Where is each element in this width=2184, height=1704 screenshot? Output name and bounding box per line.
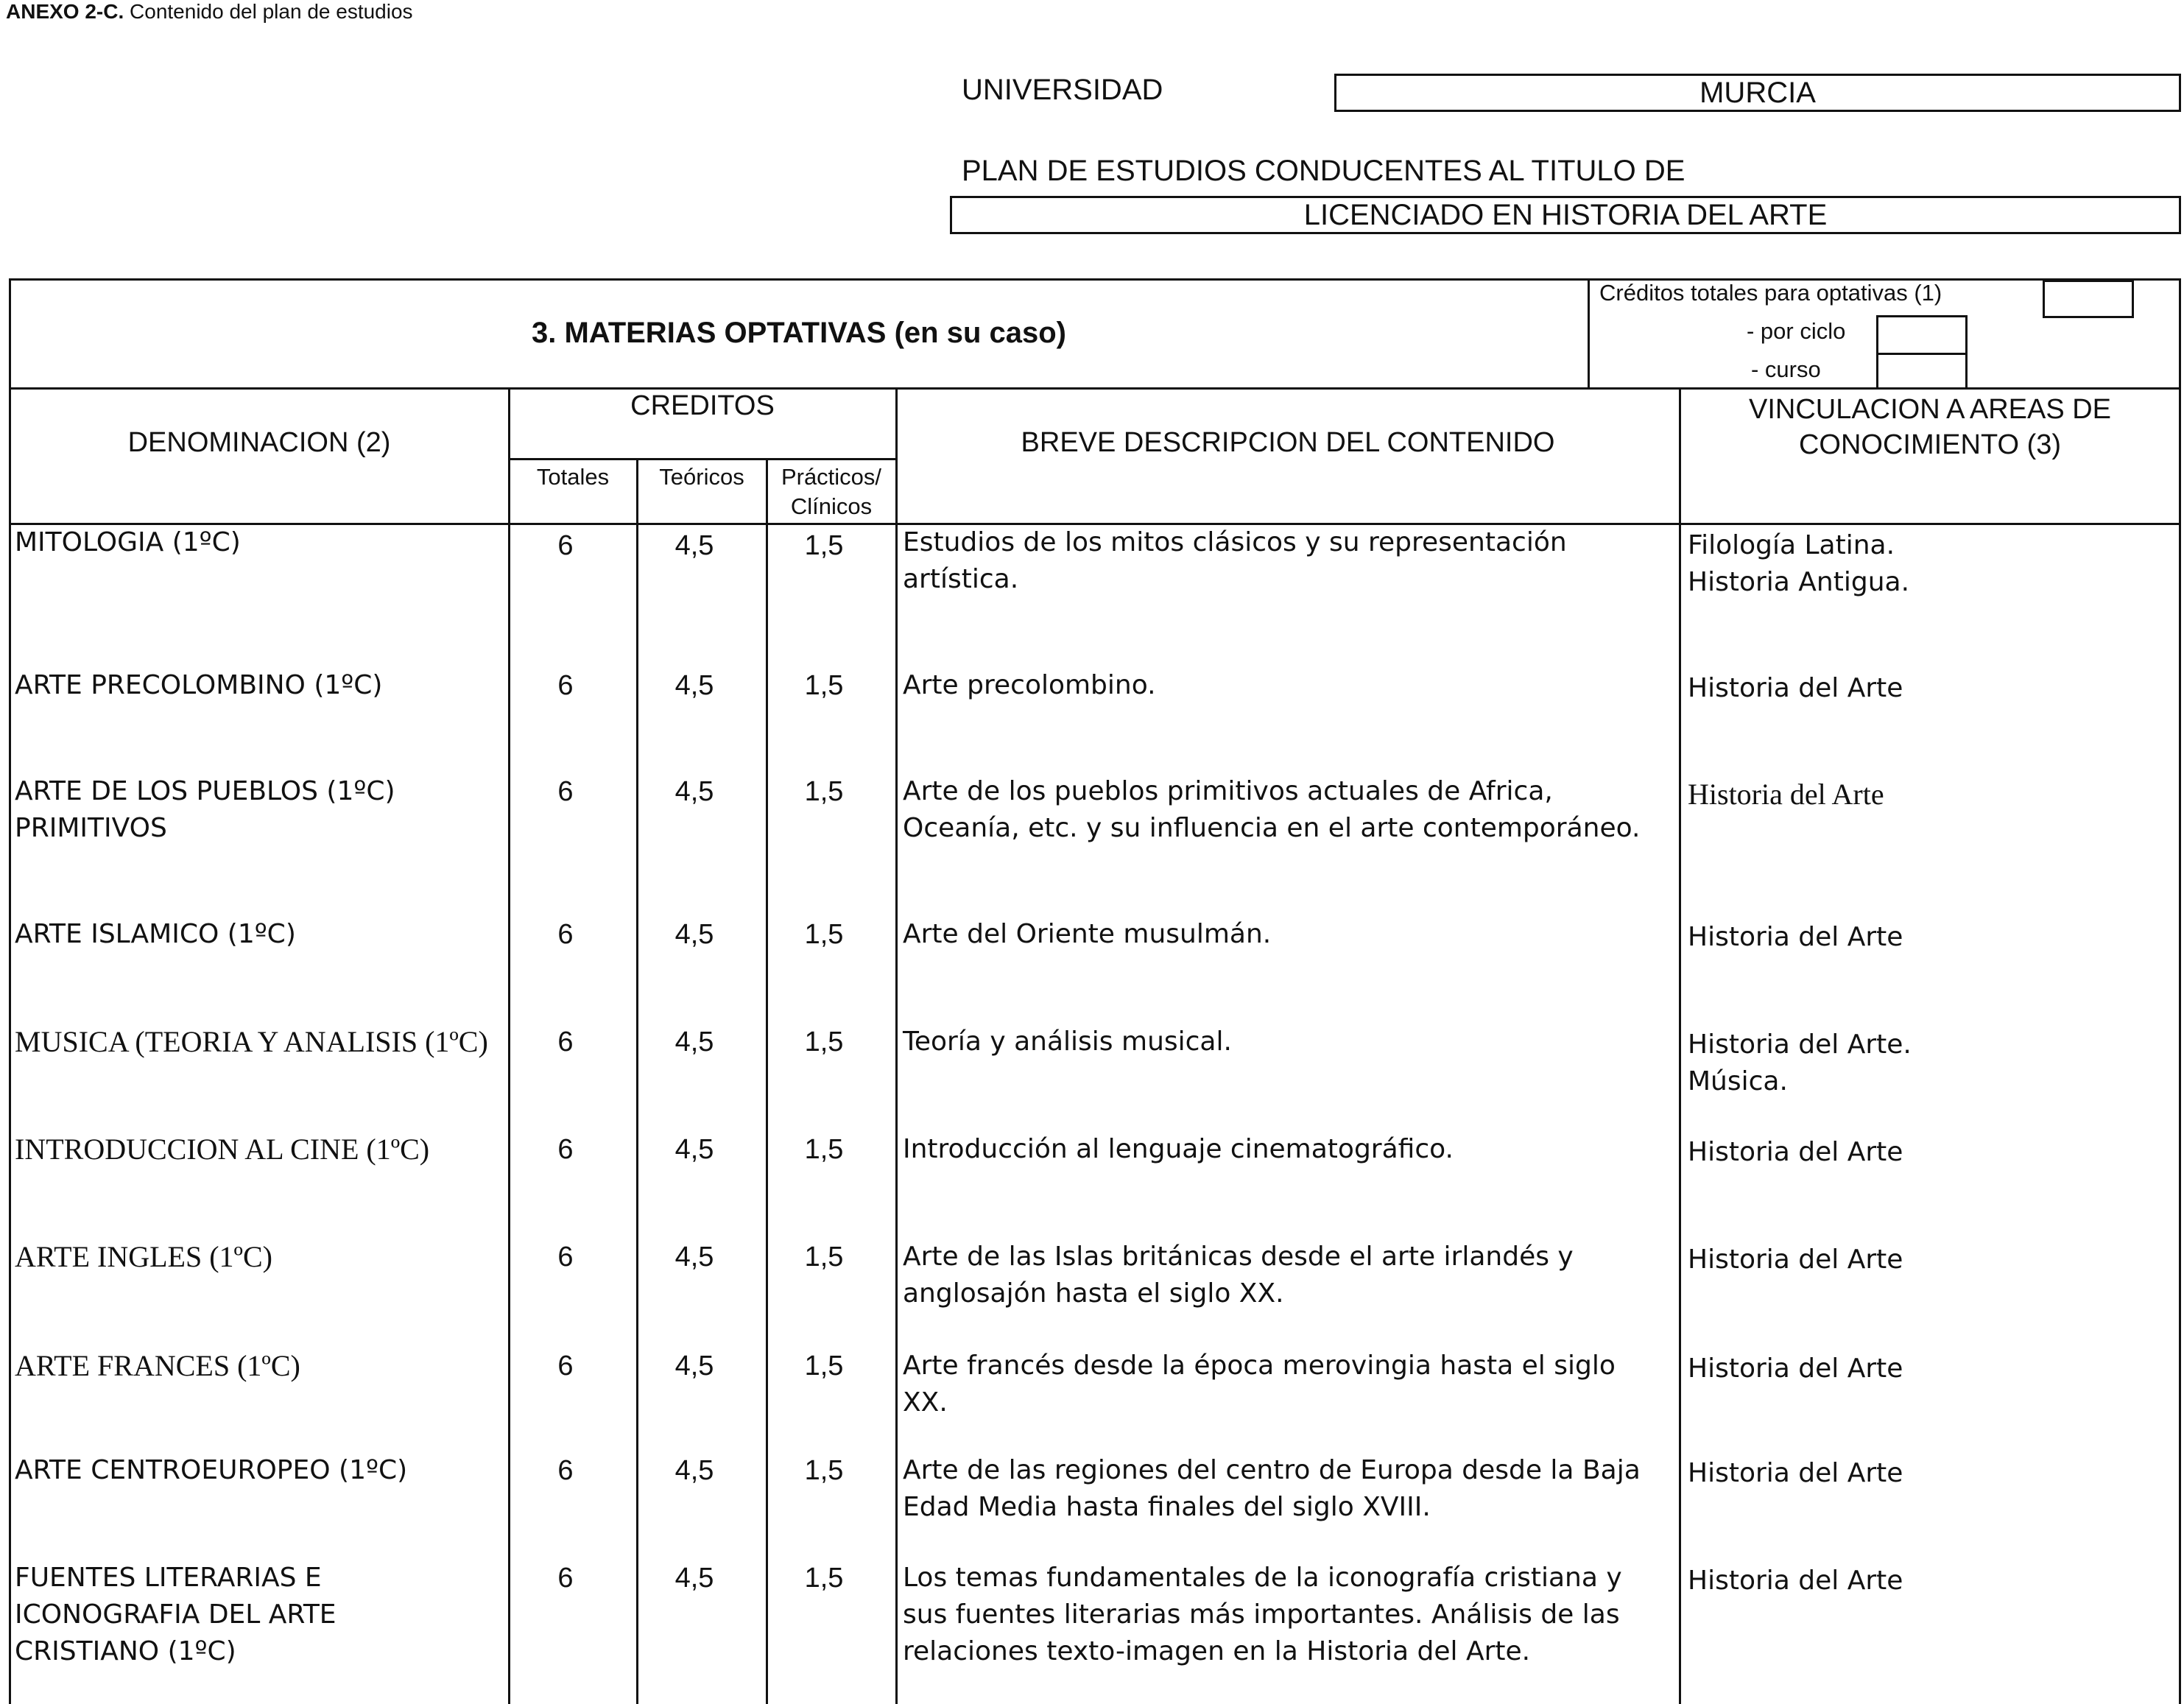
denominacion-text: ARTE DE LOS PUEBLOS (1ºC) [15, 776, 395, 806]
section-title: 3. MATERIAS OPTATIVAS (en su caso) [531, 317, 1066, 349]
descripcion-cell [903, 1131, 1673, 1168]
descripcion-text: Teoría y análisis musical. [903, 1027, 1232, 1057]
creditos-teoricos-cell: 4,5 [674, 919, 714, 950]
descripcion-text: Arte francés desde la época merovingia hasta el siglo [903, 1351, 1616, 1381]
titulo-field [950, 196, 2181, 234]
section-divider [9, 387, 2181, 390]
creditos-totales-cell: 6 [557, 1455, 574, 1486]
curso-label: - curso [1751, 356, 1821, 382]
creditos-practicos-cell: 1,5 [804, 1563, 844, 1594]
descripcion-cell [903, 1348, 1673, 1421]
descripcion-cell [903, 1560, 1673, 1670]
col-header-descripcion: BREVE DESCRIPCION DEL CONTENIDO [1021, 427, 1555, 458]
area-text: Filología Latina. [1688, 530, 1895, 560]
denominacion-text: PRIMITIVOS [15, 813, 167, 843]
denominacion-text: FUENTES LITERARIAS E [15, 1563, 322, 1593]
col-header-totales: Totales [536, 464, 610, 490]
annex-text: Contenido del plan de estudios [124, 0, 413, 23]
denominacion-cell [15, 1560, 505, 1670]
descripcion-cell [903, 916, 1673, 953]
creditos-teoricos-cell: 4,5 [674, 1351, 714, 1381]
creditos-practicos-cell: 1,5 [804, 776, 844, 807]
col-header-vinculacion-line1: VINCULACION A AREAS DE [1748, 394, 2112, 425]
area-text: Historia del Arte [1688, 1244, 1903, 1275]
col-header-vinculacion [1679, 392, 2181, 462]
denominacion-text: ARTE CENTROEUROPEO (1ºC) [15, 1455, 408, 1485]
creditos-totales-cell: 6 [557, 670, 574, 701]
denominacion-cell [15, 1348, 505, 1384]
creditos-practicos-cell: 1,5 [804, 670, 844, 701]
col-divider-5 [1679, 387, 1681, 1704]
descripcion-cell [903, 773, 1673, 847]
col-divider-4 [895, 387, 898, 1704]
creditos-teoricos-cell: 4,5 [674, 1134, 714, 1165]
creditos-practicos-cell: 1,5 [804, 919, 844, 950]
areas-cell [1688, 1455, 2174, 1492]
plan-label: PLAN DE ESTUDIOS CONDUCENTES AL TITULO DE [962, 155, 1685, 187]
denominacion-text: ARTE ISLAMICO (1ºC) [15, 919, 296, 949]
denominacion-cell [15, 1024, 505, 1060]
descripcion-cell [903, 1452, 1673, 1526]
creditos-totales-cell: 6 [557, 1351, 574, 1381]
denominacion-text: ARTE FRANCES (1ºC) [15, 1349, 300, 1382]
area-text: Historia del Arte [1688, 1353, 1903, 1384]
descripcion-text: artística. [903, 564, 1019, 594]
curso-box [1876, 353, 1968, 390]
denominacion-cell [15, 667, 505, 704]
annex-caption [6, 0, 413, 24]
creditos-teoricos-cell: 4,5 [674, 1027, 714, 1057]
col-header-teoricos: Teóricos [659, 464, 744, 490]
creditos-practicos-cell: 1,5 [804, 1455, 844, 1486]
creditos-totales-cell: 6 [557, 776, 574, 807]
areas-cell [1688, 670, 2174, 707]
denominacion-cell [15, 773, 505, 847]
area-text: Historia del Arte [1688, 1566, 1903, 1596]
denominacion-text: MUSICA (TEORIA Y ANALISIS (1ºC) [15, 1025, 488, 1058]
titulo-value: LICENCIADO EN HISTORIA DEL ARTE [1303, 198, 1828, 231]
areas-cell [1688, 919, 2174, 956]
denominacion-text: ARTE PRECOLOMBINO (1ºC) [15, 670, 383, 700]
descripcion-text: Arte precolombino. [903, 670, 1156, 700]
creditos-totales-box [2043, 280, 2134, 318]
creditos-totales-cell: 6 [557, 530, 574, 561]
areas-cell [1688, 1027, 2174, 1100]
areas-cell [1688, 776, 2174, 813]
col-divider-2 [636, 458, 638, 1704]
descripcion-text: Arte del Oriente musulmán. [903, 919, 1272, 949]
area-text: Historia del Arte [1688, 1137, 1903, 1167]
areas-cell [1688, 1351, 2174, 1387]
descripcion-text: Introducción al lenguaje cinematográfico. [903, 1134, 1454, 1164]
creditos-teoricos-cell: 4,5 [674, 1563, 714, 1594]
denominacion-cell [15, 1131, 505, 1168]
col-header-practicos [766, 462, 897, 521]
descripcion-cell [903, 524, 1673, 598]
denominacion-text: CRISTIANO (1ºC) [15, 1636, 236, 1666]
creditos-subheader-divider [508, 458, 897, 460]
creditos-practicos-cell: 1,5 [804, 1351, 844, 1381]
areas-cell [1688, 1134, 2174, 1171]
creditos-totales-cell: 6 [557, 1242, 574, 1272]
creditos-teoricos-cell: 4,5 [674, 1455, 714, 1486]
creditos-teoricos-cell: 4,5 [674, 776, 714, 807]
descripcion-text: Oceanía, etc. y su influencia en el arte contemporáneo. [903, 813, 1641, 843]
por-ciclo-label: - por ciclo [1747, 318, 1846, 344]
descripcion-text: XX. [903, 1387, 948, 1418]
col-header-practicos-line1: Prácticos/ [781, 464, 882, 490]
descripcion-text: relaciones texto-imagen en la Historia del Arte. [903, 1636, 1531, 1666]
creditos-practicos-cell: 1,5 [804, 1027, 844, 1057]
creditos-totales-cell: 6 [557, 1563, 574, 1594]
descripcion-text: anglosajón hasta el siglo XX. [903, 1278, 1284, 1309]
denominacion-text: ICONOGRAFIA DEL ARTE [15, 1599, 337, 1630]
por-ciclo-box [1876, 315, 1968, 355]
col-header-denominacion: DENOMINACION (2) [127, 427, 391, 458]
creditos-totales-label: Créditos totales para optativas (1) [1599, 280, 1942, 306]
annex-number: ANEXO 2-C. [6, 0, 124, 23]
creditos-practicos-cell: 1,5 [804, 1242, 844, 1272]
col-divider-3 [766, 458, 768, 1704]
col-header-vinculacion-line2: CONOCIMIENTO (3) [1798, 429, 2062, 460]
denominacion-text: INTRODUCCION AL CINE (1ºC) [15, 1133, 430, 1166]
areas-cell [1688, 527, 2174, 601]
descripcion-text: Los temas fundamentales de la iconografía cristiana y [903, 1563, 1622, 1593]
denominacion-cell [15, 1452, 505, 1489]
universidad-value: MURCIA [1699, 76, 1816, 109]
descripcion-cell [903, 1024, 1673, 1060]
col-header-creditos: CREDITOS [630, 390, 775, 421]
descripcion-text: Arte de las Islas británicas desde el arte irlandés y [903, 1242, 1574, 1272]
descripcion-text: Edad Media hasta finales del siglo XVIII. [903, 1492, 1431, 1522]
area-text: Historia del Arte [1688, 1458, 1903, 1488]
areas-cell [1688, 1563, 2174, 1599]
creditos-totales-cell: 6 [557, 919, 574, 950]
creditos-practicos-cell: 1,5 [804, 1134, 844, 1165]
area-text: Música. [1688, 1066, 1788, 1096]
descripcion-cell [903, 1239, 1673, 1312]
area-text: Historia del Arte [1688, 922, 1903, 952]
denominacion-text: ARTE INGLES (1ºC) [15, 1240, 272, 1273]
creditos-teoricos-cell: 4,5 [674, 530, 714, 561]
denominacion-cell [15, 916, 505, 953]
creditos-totales-cell: 6 [557, 1134, 574, 1165]
area-text: Historia Antigua. [1688, 567, 1910, 597]
area-text: Historia del Arte [1688, 778, 1884, 811]
descripcion-text: sus fuentes literarias más importantes. Análisis de las [903, 1599, 1620, 1630]
universidad-field [1334, 74, 2181, 112]
descripcion-cell [903, 667, 1673, 704]
creditos-totales-cell: 6 [557, 1027, 574, 1057]
creditos-teoricos-cell: 4,5 [674, 670, 714, 701]
descripcion-text: Arte de las regiones del centro de Europa desde la Baja [903, 1455, 1641, 1485]
creditos-practicos-cell: 1,5 [804, 530, 844, 561]
descripcion-text: Estudios de los mitos clásicos y su representación [903, 527, 1567, 557]
denominacion-cell [15, 524, 505, 561]
denominacion-text: MITOLOGIA (1ºC) [15, 527, 241, 557]
area-text: Historia del Arte. [1688, 1029, 1912, 1060]
areas-cell [1688, 1242, 2174, 1278]
creditos-teoricos-cell: 4,5 [674, 1242, 714, 1272]
universidad-label: UNIVERSIDAD [962, 74, 1163, 106]
area-text: Historia del Arte [1688, 673, 1903, 703]
descripcion-text: Arte de los pueblos primitivos actuales de Africa, [903, 776, 1553, 806]
col-header-practicos-line2: Clínicos [790, 493, 873, 519]
denominacion-cell [15, 1239, 505, 1275]
